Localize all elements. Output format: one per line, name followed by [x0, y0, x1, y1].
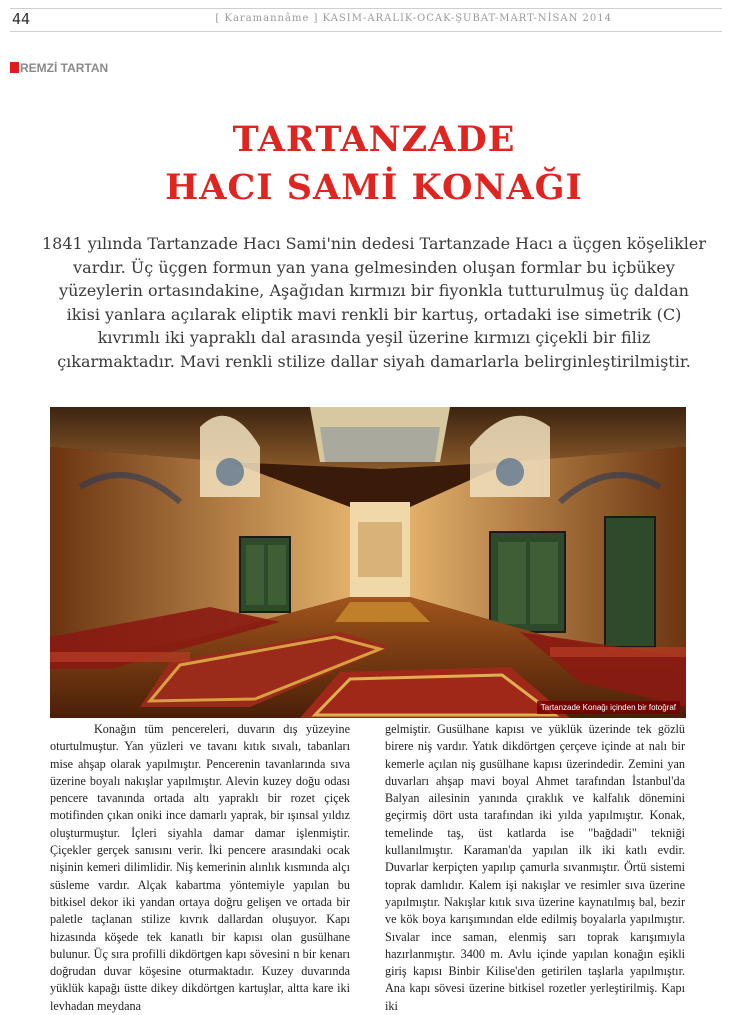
interior-photo — [50, 407, 686, 718]
running-header — [10, 8, 722, 32]
author-byline — [10, 61, 108, 75]
intro-paragraph: 1841 yılında Tartanzade Hacı Sami'nin dedesi Tartanzade Hacı a üçgen köşelikler vardır. Üç üçgen formun yan yana gelmesinden oluşan formlar bu içbükey yüzeylerin ortasındakine, Aşağıdan kırmızı bir fiyonkla tutturulmuş üç daldan ikisi yanlara açılarak eliptik mavi renkli bir kartuş, ortadaki ise simetrik (C) kıvrımlı iki yapraklı dal arasında yeşil üzerine kırmızı çiçekli bir filiz çıkarmaktadır. Mavi renkli stilize dallar siyah damarlarla belirginleştirilmiştir. — [42, 234, 706, 371]
author-name: REMZİ TARTAN — [20, 61, 109, 75]
room-illustration — [50, 407, 686, 718]
article-title — [0, 116, 748, 212]
title-line-1: TARTANZADE — [232, 119, 516, 160]
body-column-left — [50, 721, 350, 1015]
body-paragraph-right: gelmiştir. Gusülhane kapısı ve yüklük üzerinde tek gözlü birere niş vardır. Yatık dikdörtgen çerçeve içinde at nalı bir kemerle açılan niş gusülhane kapısı üzerindedir. Zemini yan duvarları ahşap mavi boyal Ahmet tarafından İstanbul'da Balyan ailesinin yanında çıraklık ve kalfalık dönemini geçirmiş dört usta tarafından iki yılda yapılmıştır. Konak, temelinde taş, üst katlarda ise "bağdadi" tekniği kullanılmıştır. Karaman'da yapılan ilk iki katlı evdir. Duvarlar kerpiçten yapılıp çamurla sıvanmıştır. Örtü sistemi toprak damlıdır. Kalem işi nakışlar ve resimler sıva üzerine yapılmıştır. Nakışlar kıtık sıva üzerine kaynatılmış bal, bezir ve kök boya karışımından elde edilmiş boyalarla yapılmıştır. Sıvalar ince saman, elenmiş sarı toprak karışımıyla hazırlanmıştır. 3400 m. Avlu içinde yapılan konağın eşikli giriş kapısı Binbir Kilise'den getirilen taşlarla yapılmıştır. Ana kapı sövesi üzerine bitkisel rozetler yerleştirilmiş. Kapı iki — [385, 722, 685, 1013]
title-line-2: HACI SAMİ KONAĞI — [165, 167, 583, 208]
body-paragraph-left: Konağın tüm pencereleri, duvarın dış yüzeyine oturtulmuştur. Yan yüzleri ve tavanı kıtık sıvalı, tabanları mise ahşap olarak yapılmıştır. Pencerenin tavanlarında sıva üzerine boyalı nakışlar yapılmıştır. Alevin kuzey doğu odası pencere tavanında ortada altı yapraklı bir rozet çiçek motifinden çıkan oniki ince damarlı yaprak, bir ışınsal yıldız oluşturmuştur. İçleri siyahla damar damar işlenmiştir. Çiçekler gerçek sanısını verir. İki pencere arasındaki ocak nişinin kemeri dilimlidir. Niş kemerinin alınlık kısmında alçı süsleme vardır. Alçak kabartma yöntemiyle yapılan bu bitkisel dekor iki yandan ortaya doğru gelişen ve ortada bir paletle taçlanan stilize kıvrık dallardan oluşuyor. Kapı hizasında köşede tek kanatlı bir kapısı olan gusülhane bulunur. Üç sıra profilli dikdörtgen kapı sövesini n bir kenarı doğrudan duvar köşesine oturmaktadır. Kuzey duvarında yüklük kapağı üstte dikey dikdörtgen kartuşlar, altta kare iki levhadan meydana — [50, 722, 350, 1013]
body-column-right — [385, 721, 685, 1015]
running-head: [ Karamannâme ] KASIM-ARALIK-OCAK-ŞUBAT-MART-NİSAN 2014 — [215, 13, 612, 24]
author-square-icon — [10, 62, 19, 73]
photo-caption: Tartanzade Konağı içinden bir fotoğraf — [537, 701, 680, 714]
page-number: 44 — [12, 10, 31, 28]
